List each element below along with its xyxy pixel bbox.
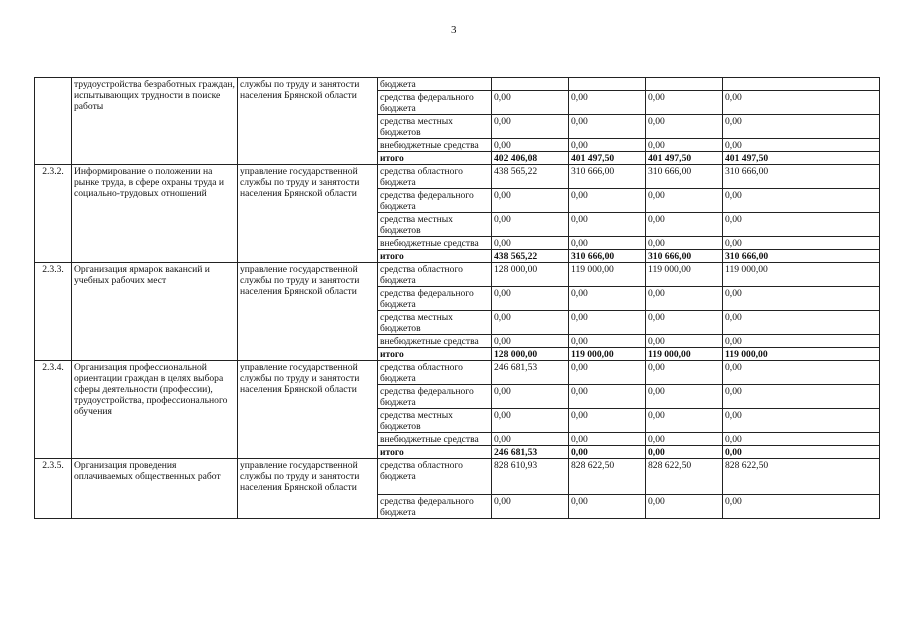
item-name: Организация профессиональной ориентации граждан в целях выбора сферы деятельности (профессии), трудоустройства, профессионального обучения [72, 361, 238, 459]
amount-v1: 246 681,53 [492, 446, 569, 459]
amount-v3: 0,00 [646, 361, 723, 385]
amount-v1: 0,00 [492, 409, 569, 433]
amount-v4: 119 000,00 [723, 263, 880, 287]
funding-source: внебюджетные средства [378, 139, 492, 152]
amount-v2: 0,00 [569, 213, 646, 237]
amount-v3: 0,00 [646, 311, 723, 335]
amount-v3: 310 666,00 [646, 250, 723, 263]
amount-v3: 119 000,00 [646, 263, 723, 287]
amount-v4: 0,00 [723, 335, 880, 348]
funding-source: средства областного бюджета [378, 459, 492, 495]
funding-source: итого [378, 152, 492, 165]
amount-v3: 119 000,00 [646, 348, 723, 361]
amount-v4: 0,00 [723, 91, 880, 115]
amount-v4: 0,00 [723, 433, 880, 446]
amount-v4: 401 497,50 [723, 152, 880, 165]
funding-source: средства местных бюджетов [378, 115, 492, 139]
amount-v2: 119 000,00 [569, 348, 646, 361]
amount-v4: 0,00 [723, 385, 880, 409]
funding-source: внебюджетные средства [378, 335, 492, 348]
item-code: 2.3.2. [35, 165, 72, 263]
funding-source: средства федерального бюджета [378, 189, 492, 213]
funding-source: внебюджетные средства [378, 433, 492, 446]
amount-v4 [723, 78, 880, 91]
funding-source: средства федерального бюджета [378, 91, 492, 115]
amount-v1: 0,00 [492, 91, 569, 115]
amount-v1: 0,00 [492, 237, 569, 250]
amount-v4: 0,00 [723, 287, 880, 311]
funding-source: средства областного бюджета [378, 361, 492, 385]
amount-v2: 401 497,50 [569, 152, 646, 165]
amount-v3: 0,00 [646, 335, 723, 348]
amount-v2: 0,00 [569, 189, 646, 213]
amount-v3: 0,00 [646, 115, 723, 139]
amount-v1: 0,00 [492, 385, 569, 409]
funding-source: средства местных бюджетов [378, 213, 492, 237]
amount-v1: 0,00 [492, 287, 569, 311]
amount-v2: 0,00 [569, 335, 646, 348]
amount-v1: 0,00 [492, 213, 569, 237]
amount-v3: 0,00 [646, 495, 723, 519]
amount-v2: 0,00 [569, 91, 646, 115]
amount-v2: 0,00 [569, 495, 646, 519]
funding-source: итого [378, 446, 492, 459]
table-row [35, 459, 880, 495]
item-code: 2.3.3. [35, 263, 72, 361]
item-executor: управление государственной службы по труду и занятости населения Брянской области [238, 459, 378, 519]
amount-v2: 828 622,50 [569, 459, 646, 495]
amount-v2: 0,00 [569, 361, 646, 385]
table-row [35, 263, 880, 287]
item-name: трудоустройства безработных граждан, испытывающих трудности в поиске работы [72, 78, 238, 165]
amount-v4: 0,00 [723, 495, 880, 519]
funding-source: внебюджетные средства [378, 237, 492, 250]
funding-source: средства областного бюджета [378, 263, 492, 287]
item-code [35, 78, 72, 165]
amount-v4: 0,00 [723, 237, 880, 250]
funding-source: средства местных бюджетов [378, 311, 492, 335]
table-body [35, 78, 880, 519]
amount-v4: 310 666,00 [723, 165, 880, 189]
amount-v2: 0,00 [569, 287, 646, 311]
funding-source: средства федерального бюджета [378, 495, 492, 519]
amount-v1: 828 610,93 [492, 459, 569, 495]
funding-source: средства федерального бюджета [378, 385, 492, 409]
table-row [35, 361, 880, 385]
funding-source: средства федерального бюджета [378, 287, 492, 311]
amount-v4: 0,00 [723, 115, 880, 139]
amount-v1: 246 681,53 [492, 361, 569, 385]
item-code: 2.3.4. [35, 361, 72, 459]
amount-v3: 0,00 [646, 213, 723, 237]
funding-source: итого [378, 250, 492, 263]
item-code: 2.3.5. [35, 459, 72, 519]
amount-v1: 402 406,08 [492, 152, 569, 165]
page-number: 3 [451, 24, 457, 36]
funding-source: средства местных бюджетов [378, 409, 492, 433]
amount-v3 [646, 78, 723, 91]
amount-v3: 0,00 [646, 237, 723, 250]
amount-v2: 0,00 [569, 115, 646, 139]
amount-v2 [569, 78, 646, 91]
funding-source: средства областного бюджета [378, 165, 492, 189]
amount-v3: 0,00 [646, 385, 723, 409]
amount-v3: 828 622,50 [646, 459, 723, 495]
amount-v4: 310 666,00 [723, 250, 880, 263]
amount-v2: 310 666,00 [569, 165, 646, 189]
amount-v3: 0,00 [646, 287, 723, 311]
amount-v4: 0,00 [723, 139, 880, 152]
amount-v1: 0,00 [492, 495, 569, 519]
amount-v3: 0,00 [646, 189, 723, 213]
amount-v3: 0,00 [646, 139, 723, 152]
amount-v4: 119 000,00 [723, 348, 880, 361]
amount-v2: 119 000,00 [569, 263, 646, 287]
amount-v1: 0,00 [492, 189, 569, 213]
amount-v1 [492, 78, 569, 91]
amount-v4: 0,00 [723, 189, 880, 213]
amount-v4: 0,00 [723, 446, 880, 459]
item-executor: службы по труду и занятости населения Брянской области [238, 78, 378, 165]
amount-v1: 128 000,00 [492, 348, 569, 361]
amount-v1: 0,00 [492, 335, 569, 348]
amount-v2: 0,00 [569, 311, 646, 335]
amount-v1: 438 565,22 [492, 250, 569, 263]
funding-source: итого [378, 348, 492, 361]
amount-v1: 438 565,22 [492, 165, 569, 189]
item-name: Организация ярмарок вакансий и учебных рабочих мест [72, 263, 238, 361]
amount-v2: 0,00 [569, 409, 646, 433]
amount-v4: 0,00 [723, 213, 880, 237]
amount-v3: 0,00 [646, 446, 723, 459]
item-executor: управление государственной службы по труду и занятости населения Брянской области [238, 165, 378, 263]
amount-v1: 0,00 [492, 139, 569, 152]
amount-v1: 0,00 [492, 115, 569, 139]
amount-v1: 0,00 [492, 311, 569, 335]
budget-table [34, 77, 880, 519]
amount-v4: 0,00 [723, 409, 880, 433]
item-executor: управление государственной службы по труду и занятости населения Брянской области [238, 263, 378, 361]
table-row [35, 165, 880, 189]
table-row [35, 78, 880, 91]
amount-v2: 0,00 [569, 433, 646, 446]
item-name: Организация проведения оплачиваемых общественных работ [72, 459, 238, 519]
amount-v3: 0,00 [646, 91, 723, 115]
amount-v3: 401 497,50 [646, 152, 723, 165]
amount-v3: 310 666,00 [646, 165, 723, 189]
amount-v4: 0,00 [723, 311, 880, 335]
amount-v2: 310 666,00 [569, 250, 646, 263]
amount-v1: 128 000,00 [492, 263, 569, 287]
amount-v3: 0,00 [646, 433, 723, 446]
amount-v3: 0,00 [646, 409, 723, 433]
funding-source: бюджета [378, 78, 492, 91]
amount-v2: 0,00 [569, 446, 646, 459]
amount-v2: 0,00 [569, 139, 646, 152]
amount-v2: 0,00 [569, 237, 646, 250]
item-executor: управление государственной службы по труду и занятости населения Брянской области [238, 361, 378, 459]
item-name: Информирование о положении на рынке труда, в сфере охраны труда и социально-трудовых отношений [72, 165, 238, 263]
amount-v4: 0,00 [723, 361, 880, 385]
amount-v4: 828 622,50 [723, 459, 880, 495]
amount-v1: 0,00 [492, 433, 569, 446]
amount-v2: 0,00 [569, 385, 646, 409]
